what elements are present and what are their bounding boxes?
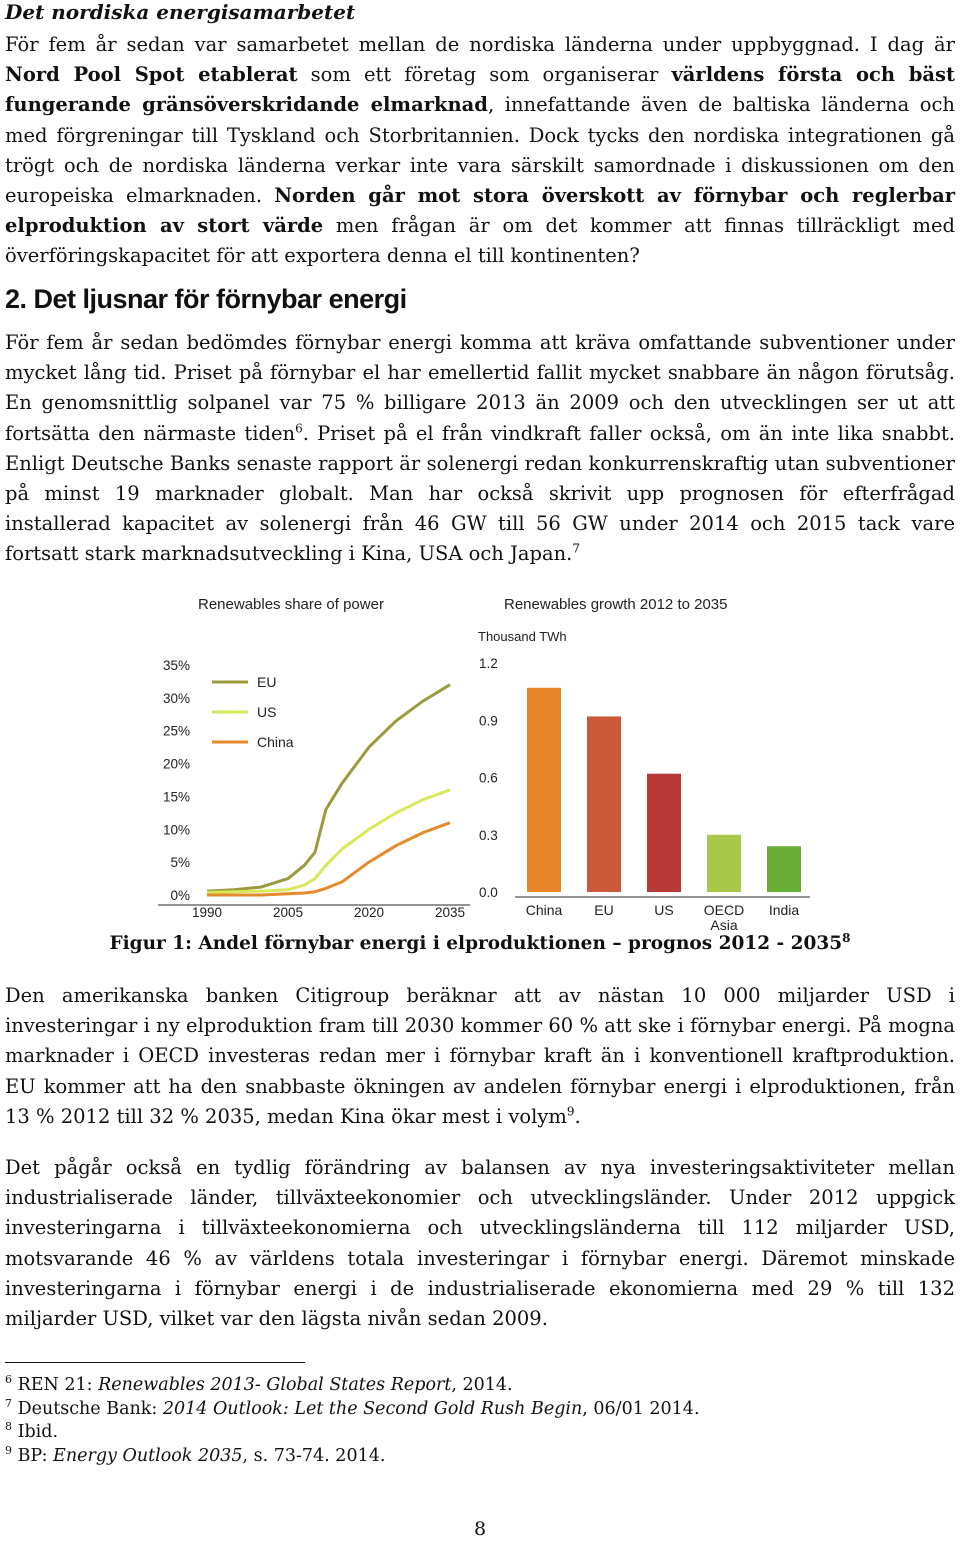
paragraph-investment-balance	[5, 1153, 955, 1334]
y-tick-label: 30%	[162, 690, 190, 706]
paragraph-renewable-prices	[5, 328, 955, 570]
text-run: Nord Pool Spot etablerat	[5, 63, 298, 87]
series-line-eu	[207, 685, 450, 891]
figure-renewables-charts	[0, 585, 960, 930]
y-tick-label: 15%	[162, 789, 190, 805]
text-run: Energy Outlook 2035	[53, 1445, 243, 1466]
y-tick-label: 1.2	[479, 656, 498, 671]
text-run: 2014 Outlook: Let the Second Gold Rush Begin	[162, 1398, 583, 1419]
chart-renewables-growth	[478, 596, 810, 930]
x-tick-label: 2035	[434, 905, 466, 920]
bar-india	[767, 846, 801, 892]
text-run: Deutsche Bank:	[12, 1398, 163, 1419]
bar-us	[647, 774, 681, 892]
text-run: För fem år sedan bedömdes förnybar energi komma att kräva omfattande subventioner under mycket lång tid. Priset på förnybar el har emellertid fallit mycket snabbare än någon förutsåg. En genomsnittlig solpanel var 75 % billigare 2013 än 2009 och den utvecklingen ser ut att fortsätta den närmaste tiden	[5, 331, 955, 445]
page-number: 8	[473, 1518, 487, 1540]
figure-caption-ref: 8	[842, 930, 851, 945]
text-run: , innefattande även de baltiska länderna och med förgreningar till Tyskland och Storbritannien. Dock tycks den nordiska integrationen gå trögt och de nordiska länderna verkar inte vara särskilt samordnade i diskussionen om den europeiska elmarknaden.	[5, 93, 955, 208]
chart-left-title: Renewables share of power	[198, 596, 384, 613]
text-run: som ett företag som organiserar	[297, 63, 672, 87]
text-run: Renewables 2013- Global States Report	[98, 1375, 452, 1395]
text-run: men frågan är om det kommer att finnas tillräckligt med överföringskapacitet för att exportera denna el till kontinenten?	[5, 214, 955, 268]
chart-right-title: Renewables growth 2012 to 2035	[504, 596, 728, 613]
y-tick-label: 5%	[170, 855, 190, 871]
footnote-8	[5, 1421, 945, 1445]
footnote-ref: 6	[5, 1373, 12, 1387]
footnote-ref: 9	[566, 1104, 575, 1119]
paragraph-investments	[5, 981, 955, 1132]
text-run: , 2014.	[451, 1375, 513, 1395]
y-tick-label: 25%	[162, 723, 190, 739]
text-run: världens första och bäst fungerande gränsöverskridande elmarknad	[5, 63, 955, 117]
legend-label-us: US	[257, 704, 277, 720]
category-label: China	[525, 902, 563, 918]
legend-label-china: China	[257, 734, 294, 750]
footnote-6	[5, 1374, 945, 1398]
x-tick-label: 1990	[191, 905, 223, 920]
y-tick-label: 0.0	[479, 885, 498, 900]
footnote-divider	[5, 1362, 305, 1363]
y-tick-label: 0.3	[479, 827, 498, 843]
footnote-ref: 9	[5, 1443, 12, 1457]
footnote-ref: 6	[295, 421, 303, 436]
x-tick-label: 2005	[272, 905, 304, 920]
y-tick-label: 20%	[162, 756, 190, 772]
y-tick-label: 0.6	[479, 770, 498, 786]
bar-oecd-asia	[707, 835, 741, 892]
text-run: .	[574, 1104, 581, 1128]
footnote-ref: 7	[5, 1396, 12, 1410]
text-run: BP:	[12, 1445, 54, 1466]
text-run: , s. 73-74. 2014.	[242, 1445, 386, 1466]
series-line-china	[207, 823, 450, 895]
category-label: EU	[594, 902, 614, 918]
text-run: Ibid.	[12, 1422, 59, 1442]
footnote-ref: 8	[5, 1420, 12, 1434]
text-run: , 06/01 2014.	[582, 1398, 700, 1419]
figure-caption	[0, 930, 960, 954]
text-run: REN 21:	[12, 1375, 99, 1395]
bar-china	[527, 688, 561, 892]
text-run: För fem år sedan var samarbetet mellan de nordiska länderna under uppbyggnad. I dag är	[5, 33, 955, 56]
paragraph-nordic-cooperation	[5, 30, 955, 272]
unit-label: Thousand TWh	[478, 629, 567, 644]
footnote-7	[5, 1398, 945, 1422]
section-title: Det nordiska energisamarbetet	[5, 0, 356, 24]
x-tick-label: 2020	[353, 905, 385, 920]
footnotes	[5, 1374, 945, 1468]
heading-renewables: 2. Det ljusnar för förnybar energi	[5, 284, 407, 314]
figure-caption-text: Figur 1: Andel förnybar energi i elproduktionen – prognos 2012 - 2035	[109, 933, 843, 954]
text-run: Norden går mot stora överskott av förnybar och reglerbar elproduktion av stort värde	[5, 184, 955, 238]
y-tick-label: 35%	[162, 658, 190, 673]
text-run: . Priset på el från vindkraft faller också, om än inte lika snabbt. Enligt Deutsche Banks senaste rapport är solenergi redan konkurrenskraftig utan subventioner på minst 19 marknader globalt. Man har också skrivit upp prognosen för efterfrågad installerad kapacitet av solenergi från 46 GW till 56 GW under 2014 och 2015 tack vare fortsatt stark marknadsutveckling i Kina, USA och Japan.	[5, 421, 955, 566]
y-tick-label: 10%	[162, 822, 190, 838]
category-label: OECD	[703, 902, 745, 918]
chart-renewables-share	[158, 596, 470, 920]
text-run: Den amerikanska banken Citigroup beräknar att av nästan 10 000 miljarder USD i investeringar i ny elproduktion fram till 2030 kommer 60 % att ske i förnybar energi. På mogna marknader i OECD investeras redan mer i förnybar kraft än i konventionell kraftproduktion. EU kommer att ha den snabbaste ökningen av andelen förnybar energi i elproduktionen, från 13 % 2012 till 32 % 2035, medan Kina ökar mest i volym	[5, 984, 955, 1128]
y-tick-label: 0.9	[479, 713, 498, 729]
legend-label-eu: EU	[257, 674, 277, 690]
bar-eu	[587, 716, 621, 892]
text-run: Det pågår också en tydlig förändring av balansen av nya investeringsaktiviteter mellan industrialiserade länder, tillväxteekonomier och utvecklingsländer. Under 2012 uppgick investeringarna i tillväxteekonomierna och utvecklingsländerna till 112 miljarder USD, motsvarande 46 % av världens totala investeringar i förnybar energi. Däremot minskade investeringarna i förnybar energi i de industrialiserade ekonomierna med 29 % till 132 miljarder USD, vilket var den lägsta nivån sedan 2009.	[5, 1156, 955, 1331]
category-label: US	[654, 902, 674, 918]
category-label: Asia	[710, 917, 738, 930]
category-label: India	[768, 902, 800, 918]
footnote-ref: 7	[572, 541, 581, 556]
footnote-9	[5, 1445, 945, 1469]
y-tick-label: 0%	[170, 888, 190, 903]
